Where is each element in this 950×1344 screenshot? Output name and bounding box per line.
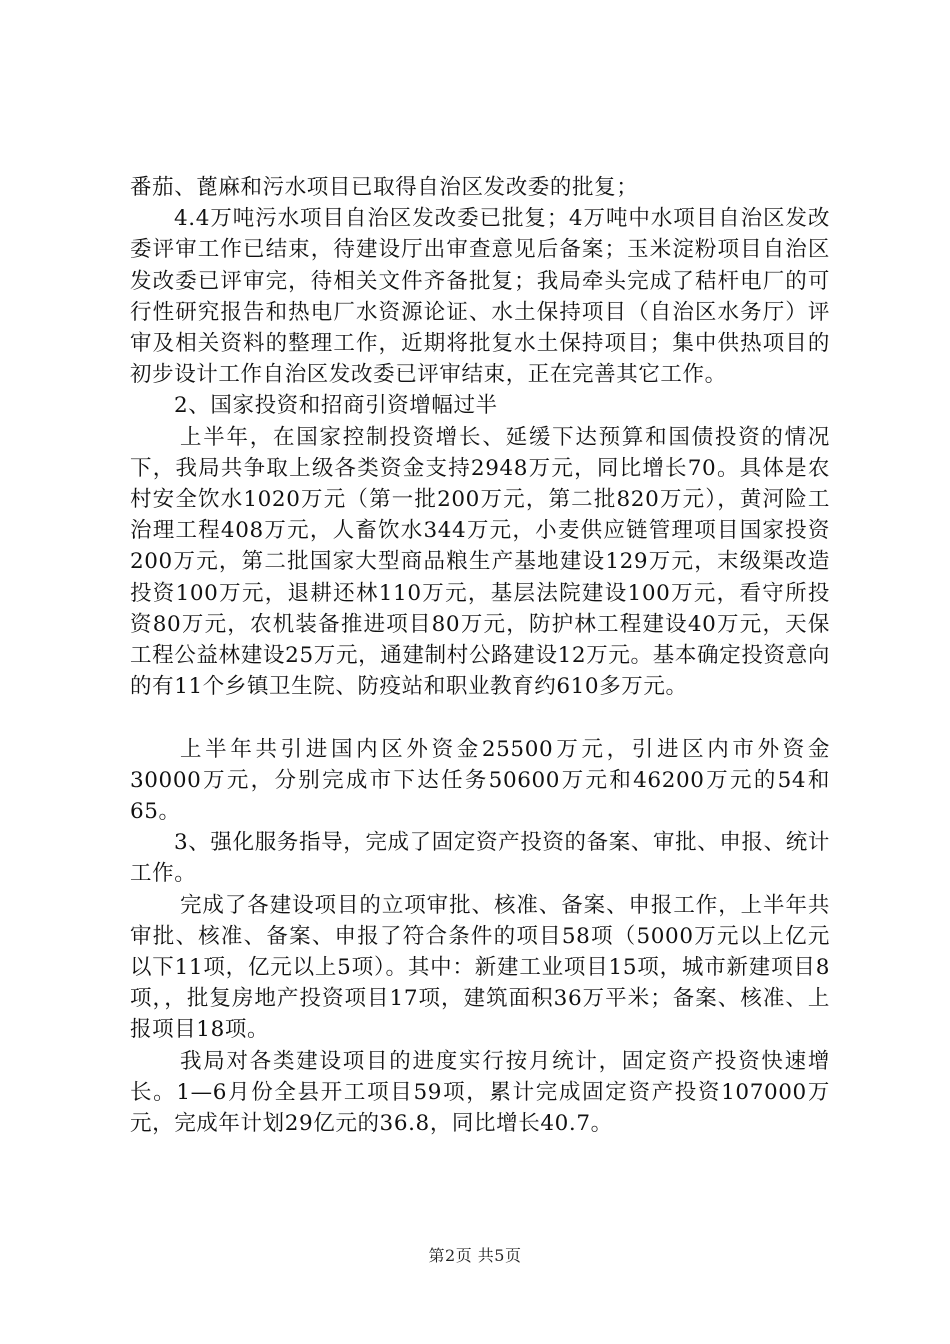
document-body [130, 172, 830, 1139]
paragraph-funding-details: 上半年，在国家控制投资增长、延缓下达预算和国债投资的情况下，我局共争取上级各类资金支持2948万元，同比增长70。具体是农村安全饮水1020万元（第一批200万元，第二批820万元），黄河险工治理工程408万元，人畜饮水344万元，小麦供应链管理项目国家投资200万元，第二批国家大型商品粮生产基地建设129万元，末级渠改造投资100万元，退耕还林110万元，基层法院建设100万元，看守所投资80万元，农机装备推进项目80万元，防护林工程建设40万元，天保工程公益林建设25万元，通建制村公路建设12万元。基本确定投资意向的有11个乡镇卫生院、防疫站和职业教育约610多万元。 [130, 424, 830, 700]
paragraph-project-filing: 完成了各建设项目的立项审批、核准、备案、申报工作，上半年共审批、核准、备案、申报了符合条件的项目58项（5000万元以上亿元以下11项，亿元以上5项）。其中：新建工业项目15项，城市新建项目8项，，批复房地产投资项目17项，建筑面积36万平米；备案、核准、上报项目18项。 [130, 892, 830, 1043]
paragraph-spacer [130, 702, 830, 733]
section-heading-investment: 2、国家投资和招商引资增幅过半 [174, 393, 498, 419]
page-number-footer: 第2页 共5页 [428, 1246, 522, 1265]
paragraph-approval-status: 番茄、蓖麻和污水项目已取得自治区发改委的批复； [130, 175, 639, 200]
paragraph-monthly-statistics: 我局对各类建设项目的进度实行按月统计，固定资产投资快速增长。1—6月份全县开工项目59项，累计完成固定资产投资107000万元，完成年计划29亿元的36.8，同比增长40.7。 [130, 1048, 830, 1137]
paragraph-project-approvals: 4.4万吨污水项目自治区发改委已批复；4万吨中水项目自治区发改委评审工作已结束，待建设厅出审查意见后备案；玉米淀粉项目自治区发改委已评审完，待相关文件齐备批复；我局牵头完成了秸杆电厂的可行性研究报告和热电厂水资源论证、水土保持项目（自治区水务厅）评审及相关资料的整理工作，近期将批复水土保持项目；集中供热项目的初步设计工作自治区发改委已评审结束，正在完善其它工作。 [130, 206, 830, 388]
section-heading-service: 3、强化服务指导，完成了固定资产投资的备案、审批、申报、统计工作。 [130, 830, 830, 887]
paragraph-external-capital: 上半年共引进国内区外资金25500万元，引进区内市外资金30000万元，分别完成市下达任务50600万元和46200万元的54和65。 [130, 736, 830, 825]
